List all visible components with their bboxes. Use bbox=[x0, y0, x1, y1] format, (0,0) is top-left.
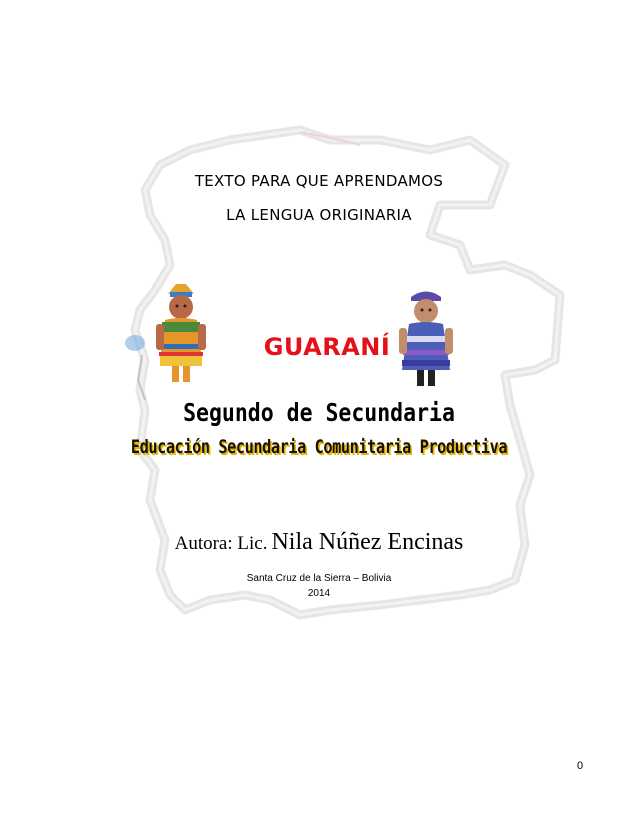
author-prefix: Autora: Lic. bbox=[174, 533, 268, 554]
place-text: Santa Cruz de la Sierra – Bolivia bbox=[246, 573, 392, 584]
author-name: Nila Núñez Encinas bbox=[271, 529, 464, 555]
language-heading: GUARANÍ bbox=[263, 333, 391, 361]
education-heading: Educación Secundaria Comunitaria Productiva bbox=[130, 436, 508, 458]
page-number: 0 bbox=[577, 760, 584, 772]
author-line bbox=[0, 529, 638, 556]
year-text: 2014 bbox=[307, 588, 331, 599]
title-line-1: TEXTO PARA QUE APRENDAMOS bbox=[194, 172, 444, 190]
grade-heading: Segundo de Secundaria bbox=[183, 398, 455, 427]
title-line-2: LA LENGUA ORIGINARIA bbox=[226, 206, 412, 224]
